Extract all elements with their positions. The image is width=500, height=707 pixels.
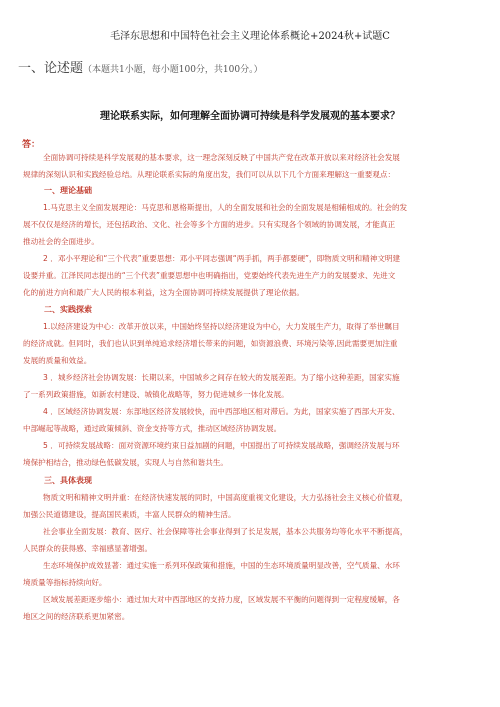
part2-line: 1.以经济建设为中心：改革开放以来，中国始终坚持以经济建设为中心，大力发展生产力，取得了举世瞩目	[43, 322, 400, 331]
part3-line: 境质量等指标持续向好。	[23, 578, 107, 587]
part2-line: 4 ．区域经济协调发展：东部地区经济发展较快，而中西部地区相对滞后。为此，国家实施了西部大开发、	[43, 407, 400, 416]
part3-line: 社会事业全面发展：教育、医疗、社会保障等社会事业得到了长足发展，基本公共服务均等化水平不断提高，	[43, 527, 408, 536]
part3-line: 区域发展差距逐步缩小：通过加大对中西部地区的支持力度，区域发展不平衡的问题得到一定程度缓解，各	[43, 595, 400, 604]
part1-line: 推动社会的全面进步。	[23, 237, 99, 246]
answer-label: 答：	[22, 140, 41, 150]
part3-line: 生态环境保护成效显著：通过实施一系列环保政策和措施，中国的生态环境质量明显改善，空气质量、水环	[43, 561, 400, 570]
part3-line: 物质文明和精神文明并重：在经济快速发展的同时，中国高度重视文化建设，大力弘扬社会主义核心价值观，	[43, 493, 408, 502]
section-note: （本题共1小题，每小题100分，共100分。）	[83, 65, 263, 75]
part2-line: 发展的质量和效益。	[23, 356, 92, 365]
part1-line: 2 ．邓小平理论和“三个代表”重要思想：邓小平同志强调“两手抓，两手都要硬”，即物质文明和精神文明建	[43, 254, 401, 263]
part1-line: 1.马克思主义全面发展理论：马克思和恩格斯提出，人的全面发展和社会的全面发展是相辅相成的。社会的发	[43, 203, 408, 212]
part2-line: 境保护相结合，推动绿色低碳发展，实现人与自然和谐共生。	[23, 458, 229, 467]
question-text: 理论联系实际，如何理解全面协调可持续是科学发展观的基本要求？	[100, 111, 400, 122]
part3-line: 地区之间的经济联系更加紧密。	[23, 612, 130, 621]
part2-line: 3 ．城乡经济社会协调发展：长期以来，中国城乡之间存在较大的发展差距。为了缩小这种差距，国家实施	[43, 373, 400, 382]
part3-line: 人民群众的获得感、幸福感显著增强。	[23, 544, 153, 553]
part2-title: 二、实践探索	[44, 305, 92, 314]
document-title: 毛泽东思想和中国特色社会主义理论体系概论+2024秋+试题C	[110, 31, 390, 42]
part3-line: 加强公民道德建设，提高国民素质，丰富人民群众的精神生活。	[23, 510, 236, 519]
part2-line: 中部崛起等战略，通过政策倾斜、资金支持等方式，推动区域经济协调发展。	[23, 424, 282, 433]
intro-line: 全面协调可持续是科学发展观的基本要求，这一理念深刻反映了中国共产党在改革开放以来对经济社会发展	[43, 153, 400, 162]
part2-line: 的经济成就。但同时，我们也认识到单纯追求经济增长带来的问题，如资源浪费、环境污染等,因此需要更加注重	[23, 339, 398, 348]
part1-title: 一、理论基础	[44, 186, 92, 195]
part1-line: 设要并重。江泽民同志提出的“三个代表”重要思想中也明确指出，党要始终代表先进生产力的发展要求、先进文	[23, 271, 396, 280]
part2-line: 5 ．可持续发展战略：面对资源环境约束日益加剧的问题，中国提出了可持续发展战略，强调经济发展与环	[43, 441, 400, 450]
part2-line: 了一系列政策措施，如新农村建设、城镇化战略等，努力促进城乡一体化发展。	[23, 390, 289, 399]
intro-line: 规律的深刻认识和实践经验总结。从理论联系实际的角度出发，我们可以从以下几个方面来理解这一重要观点：	[23, 170, 396, 179]
part1-line: 化的前进方向和最广大人民的根本利益，这为全面协调可持续发展提供了理论依据。	[23, 288, 304, 297]
part3-title: 三、具体表现	[44, 476, 92, 485]
section-title: 一、论述题	[18, 61, 84, 76]
part1-line: 展不仅仅是经济的增长，还包括政治、文化、社会等多个方面的进步。只有实现各个领域的协调发展，才能真正	[23, 220, 396, 229]
